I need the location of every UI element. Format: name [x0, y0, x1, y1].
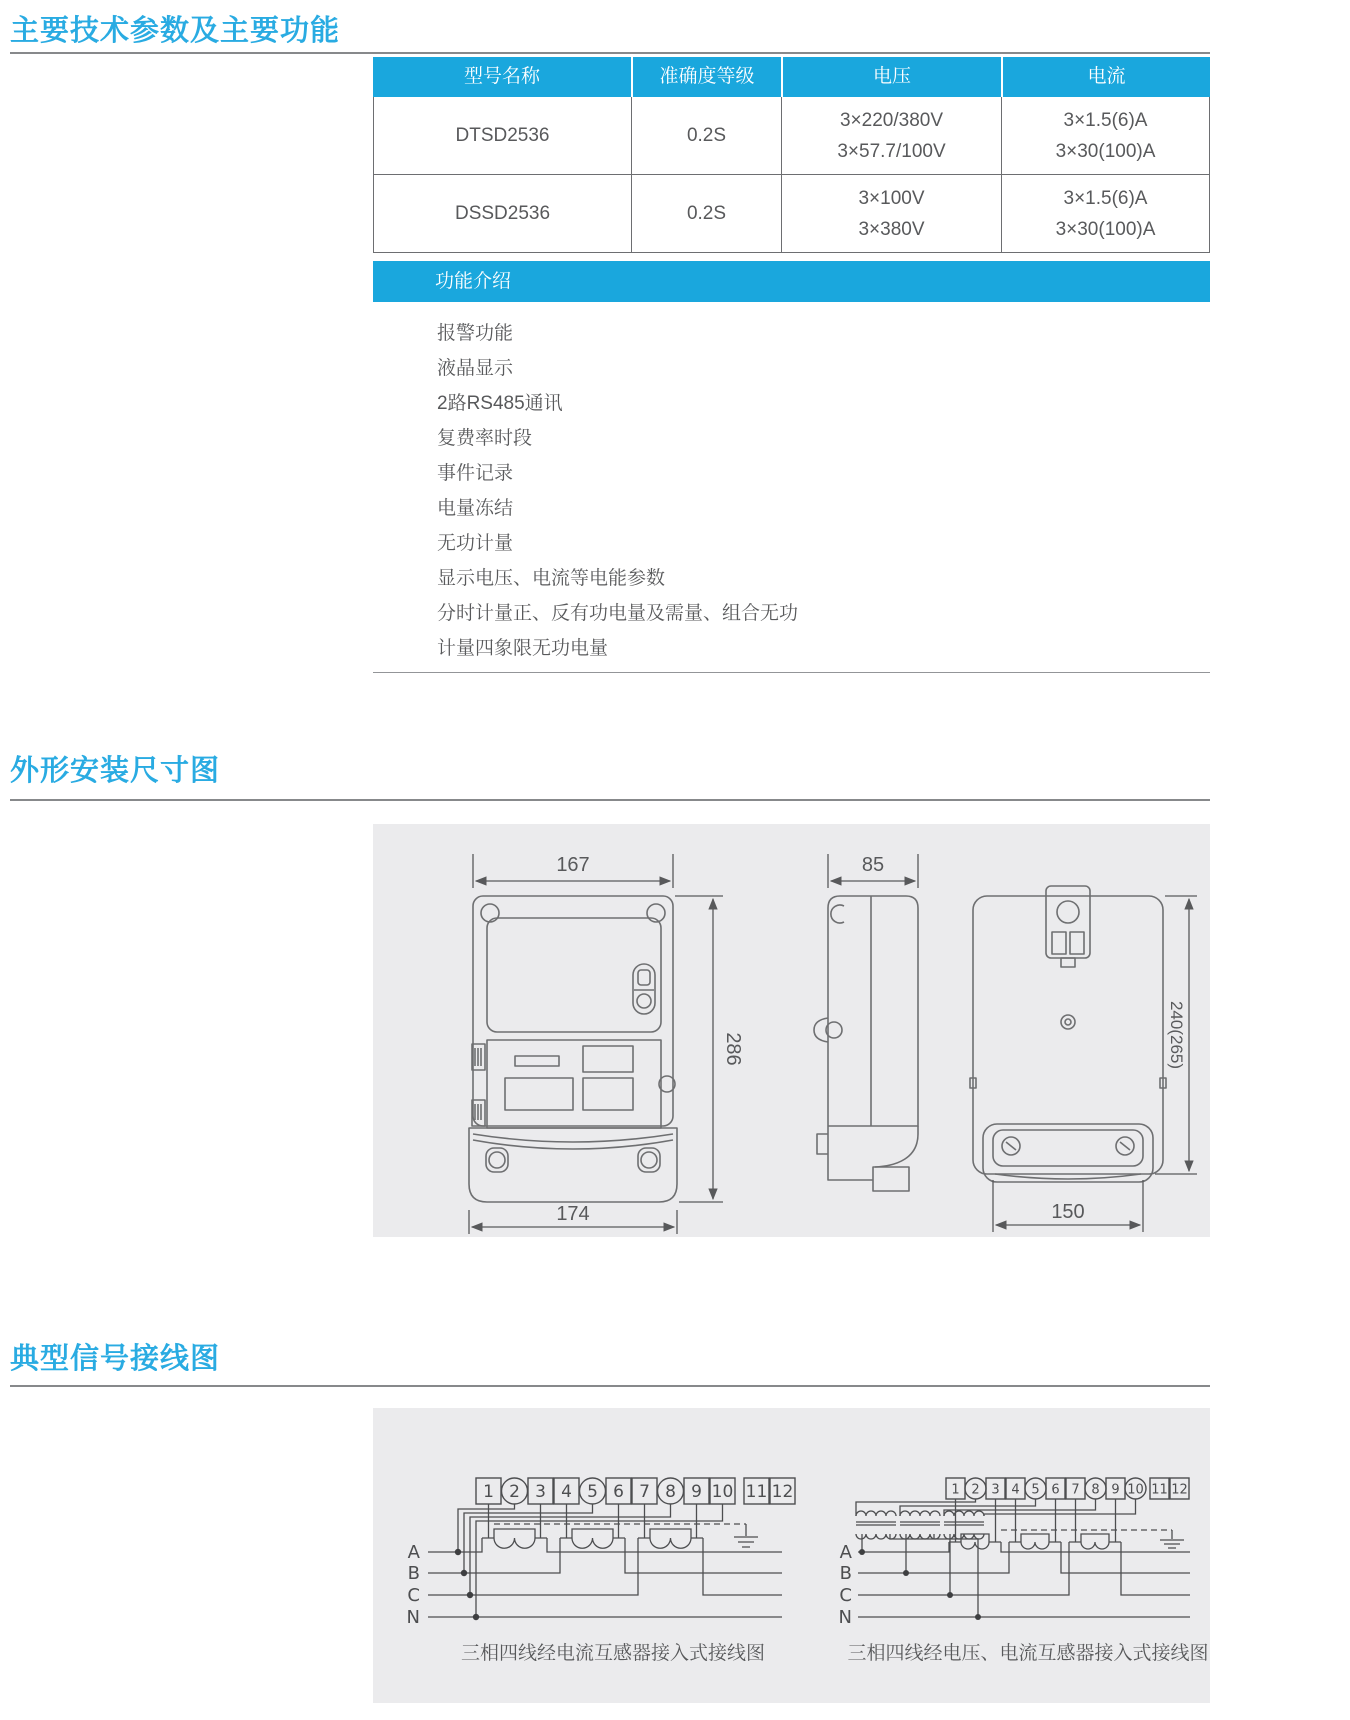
terminal-number: 1	[951, 1482, 960, 1498]
voltage-line: 3×220/380V	[839, 109, 943, 131]
terminal-strip	[946, 1478, 1189, 1499]
voltage-line: 3×100V	[858, 187, 925, 209]
rule-under-functions	[373, 672, 1210, 673]
list-item: 无功计量	[437, 533, 514, 554]
phase-label: A	[407, 1542, 420, 1563]
list-item: 报警功能	[437, 323, 514, 344]
voltage-line: 3×57.7/100V	[837, 140, 946, 162]
terminal-strip	[476, 1478, 795, 1504]
terminal-cover	[469, 1128, 677, 1202]
functions-header-bar: 功能介绍	[373, 261, 1210, 302]
spec-table-body	[373, 97, 1210, 253]
table-row	[374, 174, 1209, 252]
terminal-number: 9	[1111, 1482, 1120, 1498]
list-item: 2路RS485通讯	[437, 393, 563, 414]
dim-back-hole-width: 150	[1051, 1201, 1085, 1223]
terminal-number: 7	[639, 1482, 650, 1502]
wiring-diagram-pt-ct	[828, 1438, 1198, 1653]
voltage-cell	[781, 97, 1001, 174]
terminal-number: 4	[1011, 1482, 1020, 1498]
dim-front-width-bottom: 174	[556, 1203, 590, 1225]
accuracy-cell: 0.2S	[631, 97, 781, 174]
wiring-caption-ct: 三相四线经电流互感器接入式接线图	[460, 1643, 765, 1664]
terminal-number: 10	[1127, 1482, 1144, 1498]
accuracy-cell: 0.2S	[631, 175, 781, 252]
dim-front-height: 286	[722, 1032, 744, 1066]
wiring-diagram-panel	[373, 1408, 1210, 1703]
meter-back-view	[970, 886, 1197, 1232]
header-cell-voltage: 电压	[781, 57, 1001, 97]
dim-back-height: 240(265)	[1167, 1000, 1186, 1070]
dim-front-width-top: 167	[556, 854, 590, 876]
current-cell	[1001, 175, 1209, 252]
header-cell-model: 型号名称	[373, 57, 631, 97]
functions-list	[437, 316, 798, 666]
terminal-number: 8	[1091, 1482, 1100, 1498]
model-cell: DTSD2536	[455, 125, 550, 146]
terminal-number: 9	[691, 1482, 702, 1502]
terminal-number: 5	[587, 1482, 598, 1502]
dimension-drawing	[373, 824, 1210, 1237]
table-row	[374, 97, 1209, 174]
list-item: 复费率时段	[437, 428, 533, 449]
dim-side-depth: 85	[861, 854, 885, 876]
section-title-wiring: 典型信号接线图	[10, 1343, 221, 1375]
current-line: 3×1.5(6)A	[1063, 187, 1148, 209]
button	[633, 964, 655, 1014]
phase-labels	[407, 1542, 421, 1628]
voltage-line: 3×380V	[858, 218, 925, 240]
voltage-transformers	[856, 1511, 984, 1539]
current-line: 3×1.5(6)A	[1063, 109, 1148, 131]
model-cell: DSSD2536	[454, 203, 551, 224]
header-cell-current: 电流	[1001, 57, 1210, 97]
terminal-number: 5	[1031, 1482, 1040, 1498]
terminal-number: 4	[561, 1482, 572, 1502]
terminal-number: 6	[1051, 1482, 1060, 1498]
list-item: 电量冻结	[437, 498, 514, 519]
header-cell-accuracy: 准确度等级	[631, 57, 781, 97]
meter-front-view	[469, 854, 744, 1234]
terminal-number: 11	[745, 1482, 768, 1502]
spec-table	[373, 57, 1210, 253]
wiring-diagram-ct	[398, 1438, 798, 1653]
wiring-caption-pt-ct: 三相四线经电压、电流互感器接入式接线图	[847, 1643, 1209, 1664]
rule-under-wiring-title	[10, 1385, 1210, 1387]
terminal-number: 8	[665, 1482, 676, 1502]
meter-side-view	[814, 854, 918, 1191]
list-item: 事件记录	[437, 463, 514, 484]
phase-label: N	[406, 1607, 420, 1628]
terminal-number: 11	[1151, 1482, 1168, 1498]
list-item: 显示电压、电流等电能参数	[437, 568, 666, 589]
rule-under-dimensions-title	[10, 799, 1210, 801]
terminal-number: 2	[971, 1482, 980, 1498]
terminal-number: 3	[535, 1482, 546, 1502]
wires	[856, 1499, 1190, 1620]
phase-labels	[839, 1542, 853, 1628]
section-title-dimensions: 外形安装尺寸图	[10, 755, 221, 787]
terminal-number: 6	[613, 1482, 624, 1502]
terminal-number: 12	[1171, 1482, 1188, 1498]
list-item: 计量四象限无功电量	[437, 638, 609, 659]
current-line: 3×30(100)A	[1055, 140, 1156, 162]
list-item: 液晶显示	[437, 358, 514, 379]
voltage-cell	[781, 175, 1001, 252]
terminal-number: 3	[991, 1482, 1000, 1498]
current-cell	[1001, 97, 1209, 174]
terminal-number: 1	[483, 1482, 494, 1502]
terminal-number: 12	[771, 1482, 794, 1502]
terminal-number: 7	[1071, 1482, 1080, 1498]
phase-label: A	[839, 1542, 852, 1563]
phase-label: B	[839, 1563, 852, 1584]
terminal-number: 10	[711, 1482, 734, 1502]
spec-table-header-row	[373, 57, 1210, 97]
phase-label: N	[838, 1607, 852, 1628]
rule-under-specs-title	[10, 52, 1210, 54]
phase-label: C	[839, 1585, 852, 1606]
wires	[428, 1504, 782, 1620]
list-item: 分时计量正、反有功电量及需量、组合无功	[437, 603, 799, 624]
current-line: 3×30(100)A	[1055, 218, 1156, 240]
phase-label: C	[407, 1585, 420, 1606]
phase-label: B	[407, 1563, 420, 1584]
display-window	[487, 918, 661, 1032]
dimension-drawing-panel	[373, 824, 1210, 1237]
section-title-specs: 主要技术参数及主要功能	[10, 15, 341, 47]
terminal-number: 2	[509, 1482, 520, 1502]
